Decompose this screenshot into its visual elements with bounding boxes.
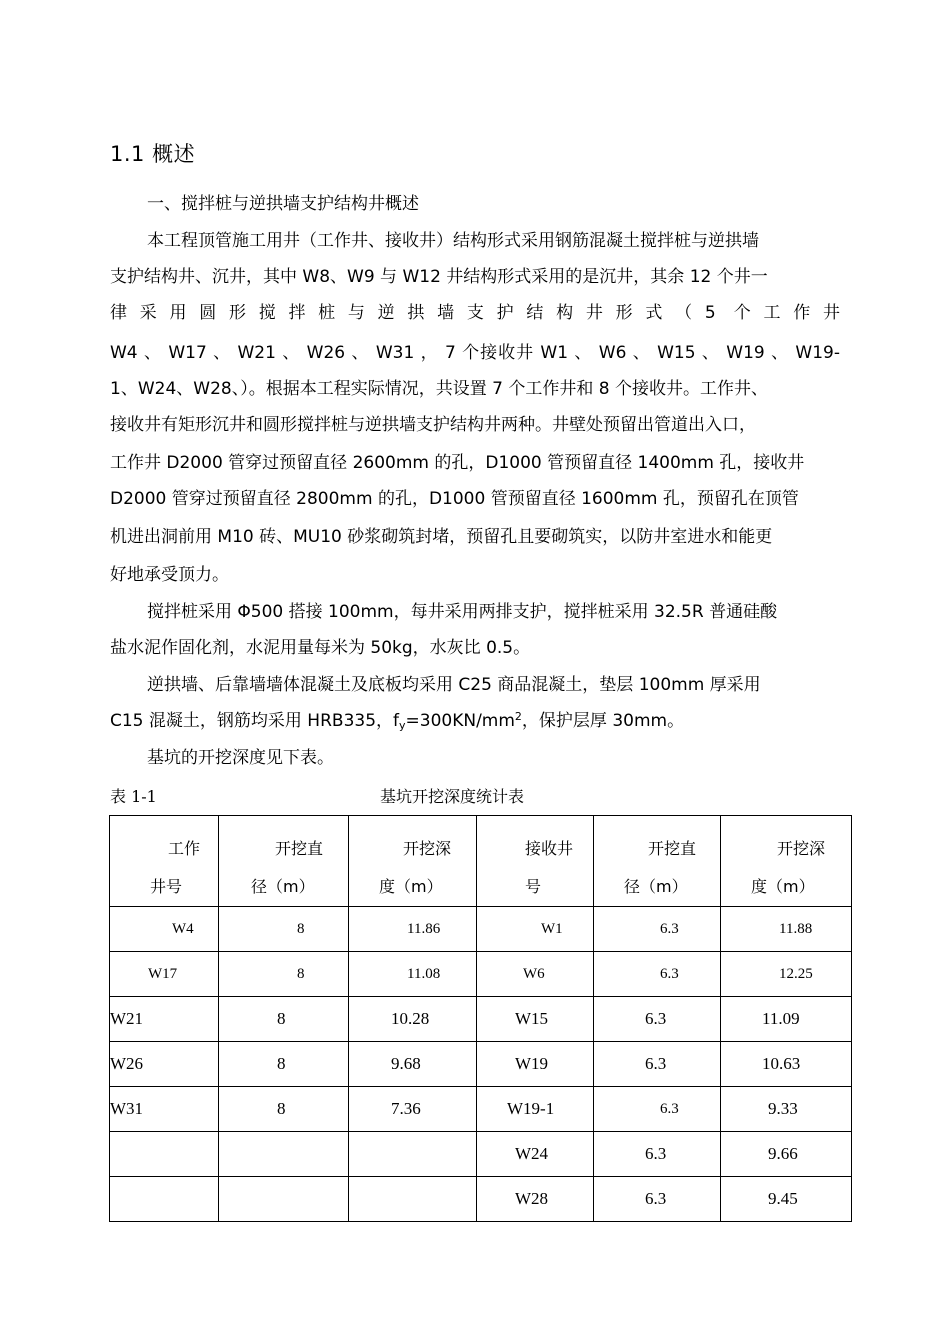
table-cell: 6.3 xyxy=(594,1132,721,1177)
table-cell: W15 xyxy=(477,997,594,1042)
table-cell: 10.63 xyxy=(721,1042,852,1087)
table-cell: 11.08 xyxy=(349,952,477,997)
header-text: 开挖深 xyxy=(777,839,826,858)
table-cell: 11.09 xyxy=(721,997,852,1042)
table-cell: W21 xyxy=(110,997,219,1042)
table-cell: 9.68 xyxy=(349,1042,477,1087)
header-text: 径（m） xyxy=(251,877,315,896)
table-cell: W6 xyxy=(477,952,594,997)
table-row xyxy=(110,952,852,997)
paragraph-line: 机进出洞前用 M10 砖、MU10 砂浆砌筑封堵，预留孔且要砌筑实，以防井室进水和能更 xyxy=(110,527,773,547)
superscript: 2 xyxy=(514,710,522,723)
paragraph-line: 好地承受顶力。 xyxy=(110,565,229,585)
table-cell: W19 xyxy=(477,1042,594,1087)
table-cell: 11.86 xyxy=(349,907,477,952)
table-cell: W31 xyxy=(110,1087,219,1132)
paragraph-line: 逆拱墙、后靠墙墙体混凝土及底板均采用 C25 商品混凝土，垫层 100mm 厚采用 xyxy=(147,675,761,695)
header-text: 井号 xyxy=(150,877,183,896)
table-cell: 8 xyxy=(219,1042,349,1087)
table-row xyxy=(110,1087,852,1132)
paragraph-line: 1、W24、W28、）。根据本工程实际情况，共设置 7 个工作井和 8 个接收井。工作井、 xyxy=(110,379,768,399)
header-cell xyxy=(477,816,594,907)
paragraph-line: 搅拌桩采用 Φ500 搭接 100mm，每井采用两排支护，搅拌桩采用 32.5R 普通硅酸 xyxy=(147,602,778,622)
table-cell xyxy=(110,1132,219,1177)
text-run: C15 混凝土，钢筋均采用 HRB335，f xyxy=(110,711,399,731)
table-cell: W28 xyxy=(477,1177,594,1222)
table-cell: 6.3 xyxy=(594,1042,721,1087)
table-cell: W17 xyxy=(110,952,219,997)
paragraph-line: 基坑的开挖深度见下表。 xyxy=(147,748,334,768)
table-row xyxy=(110,907,852,952)
header-text: 开挖深 xyxy=(403,839,452,858)
header-text: 开挖直 xyxy=(648,839,697,858)
table-cell xyxy=(110,1177,219,1222)
header-cell xyxy=(219,816,349,907)
table-row xyxy=(110,1177,852,1222)
header-cell xyxy=(110,816,219,907)
table-title: 基坑开挖深度统计表 xyxy=(380,787,525,806)
header-cell xyxy=(594,816,721,907)
table-cell: 6.3 xyxy=(594,1087,721,1132)
table-cell: 8 xyxy=(219,952,349,997)
excavation-depth-table xyxy=(109,815,852,1222)
table-cell: 8 xyxy=(219,1087,349,1132)
section-heading: 1.1 概述 xyxy=(110,142,196,166)
paragraph-line: 支护结构井、沉井，其中 W8、W9 与 W12 井结构形式采用的是沉井，其余 12 个井一 xyxy=(110,267,768,287)
subscript: y xyxy=(399,719,406,732)
table-cell: W4 xyxy=(110,907,219,952)
table-cell: 7.36 xyxy=(349,1087,477,1132)
text-run: ，保护层厚 30mm。 xyxy=(521,711,685,731)
subsection-title: 一、搅拌桩与逆拱墙支护结构井概述 xyxy=(147,194,419,214)
header-text: 度（m） xyxy=(751,877,815,896)
paragraph-line: 工作井 D2000 管穿过预留直径 2600mm 的孔，D1000 管预留直径 1400mm 孔，接收井 xyxy=(110,453,805,473)
header-text: 径（m） xyxy=(624,877,688,896)
paragraph-line: W4 、 W17 、 W21 、 W26 、 W31 ， 7 个接收井 W1 、 W6 、 W15 、 W19 、 W19- xyxy=(110,343,840,363)
paragraph-line: D2000 管穿过预留直径 2800mm 的孔，D1000 管预留直径 1600mm 孔，预留孔在顶管 xyxy=(110,489,799,509)
table-cell: 11.88 xyxy=(721,907,852,952)
header-text: 接收井 xyxy=(525,839,574,858)
text-run: =300KN/mm xyxy=(405,711,515,731)
table-cell: W24 xyxy=(477,1132,594,1177)
table-cell: 6.3 xyxy=(594,997,721,1042)
table-cell xyxy=(349,1132,477,1177)
header-cell xyxy=(349,816,477,907)
table-header-row xyxy=(110,816,852,907)
paragraph-line: 接收井有矩形沉井和圆形搅拌桩与逆拱墙支护结构井两种。井壁处预留出管道出入口， xyxy=(110,415,756,435)
paragraph-line: 本工程顶管施工用井（工作井、接收井）结构形式采用钢筋混凝土搅拌桩与逆拱墙 xyxy=(147,231,759,251)
table-cell: 6.3 xyxy=(594,907,721,952)
paragraph-line: 盐水泥作固化剂，水泥用量每米为 50kg，水灰比 0.5。 xyxy=(110,638,531,658)
table-cell: 8 xyxy=(219,997,349,1042)
table-cell: 12.25 xyxy=(721,952,852,997)
table-cell xyxy=(219,1132,349,1177)
table-cell: 8 xyxy=(219,907,349,952)
table-cell xyxy=(349,1177,477,1222)
header-text: 号 xyxy=(525,877,542,896)
header-text: 度（m） xyxy=(379,877,443,896)
table-cell: 6.3 xyxy=(594,952,721,997)
table-cell: 6.3 xyxy=(594,1177,721,1222)
table-cell: 9.33 xyxy=(721,1087,852,1132)
table-cell: 10.28 xyxy=(349,997,477,1042)
table-row xyxy=(110,1042,852,1087)
paragraph-line: 律采用圆形搅拌桩与逆拱墙支护结构井形式（5 个工作井 xyxy=(110,303,840,323)
table-cell: 9.45 xyxy=(721,1177,852,1222)
header-text: 工作 xyxy=(168,839,201,858)
table-row xyxy=(110,997,852,1042)
table-cell xyxy=(219,1177,349,1222)
table-cell: W19-1 xyxy=(477,1087,594,1132)
table-cell: W26 xyxy=(110,1042,219,1087)
header-cell xyxy=(721,816,852,907)
header-text: 开挖直 xyxy=(275,839,324,858)
table-cell: 9.66 xyxy=(721,1132,852,1177)
table-row xyxy=(110,1132,852,1177)
table-number: 表 1-1 xyxy=(110,787,157,806)
table-cell: W1 xyxy=(477,907,594,952)
paragraph-line xyxy=(110,709,684,733)
